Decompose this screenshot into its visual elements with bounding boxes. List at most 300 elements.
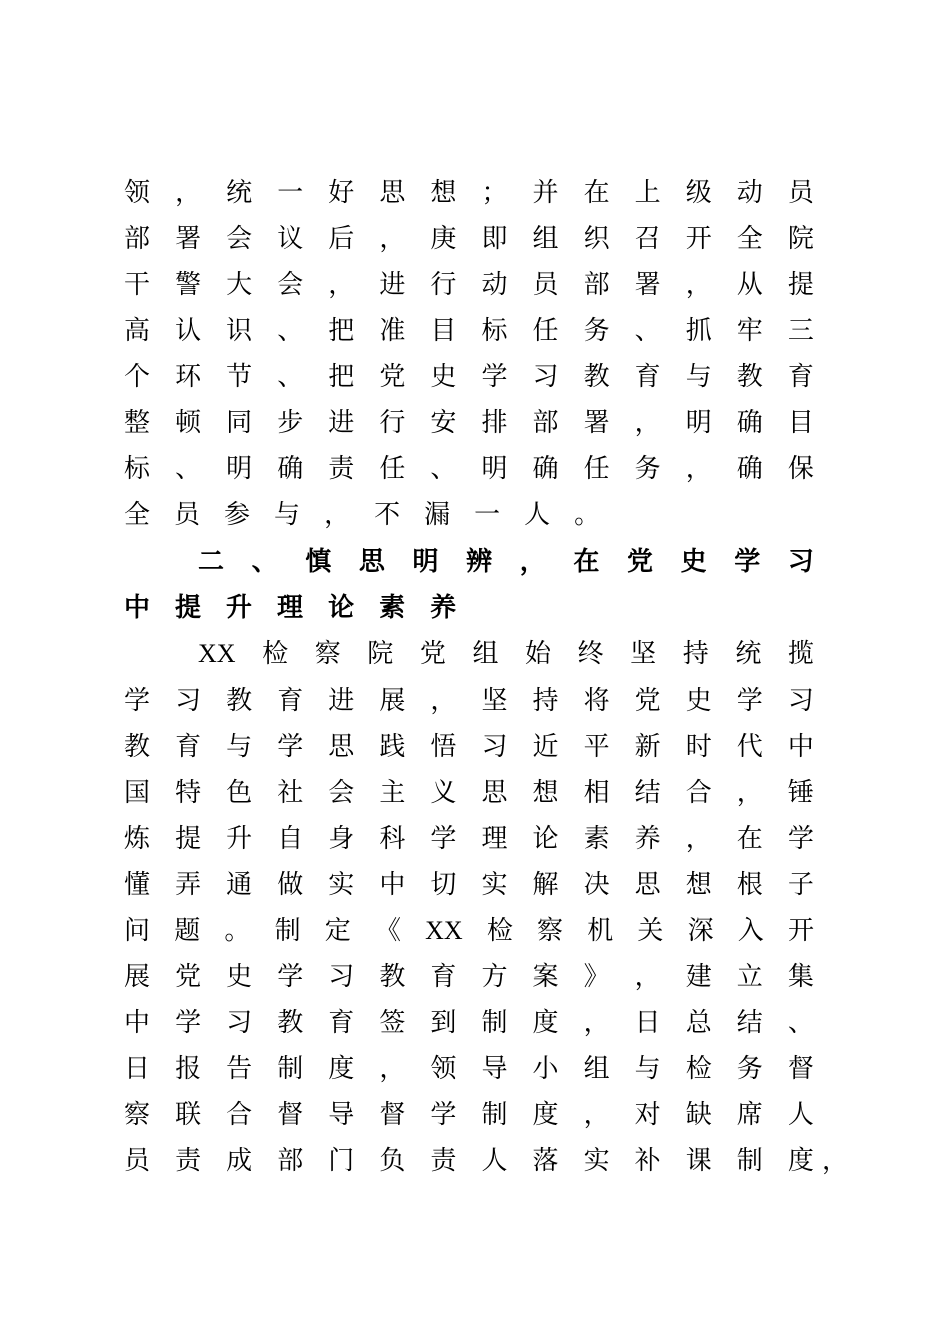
- text-char: 告: [226, 1054, 253, 1084]
- text-char: 党: [419, 639, 446, 669]
- text-char: 素: [583, 824, 610, 854]
- text-char: 做: [277, 870, 304, 900]
- text-char: 想: [430, 178, 457, 208]
- text-char: 织: [583, 224, 610, 254]
- text-char: 不: [374, 500, 401, 530]
- text-char: 标: [481, 316, 508, 346]
- text-char: 育: [787, 362, 814, 392]
- text-char: 、: [251, 547, 278, 577]
- text-char: 明: [412, 547, 439, 577]
- text-char: 明: [481, 454, 508, 484]
- text-char: 。: [574, 500, 601, 530]
- text-char: 全: [124, 500, 151, 530]
- text-char: ，: [634, 408, 661, 438]
- text-char: 全: [736, 224, 763, 254]
- text-char: 制: [274, 916, 301, 946]
- text-line: [124, 1000, 814, 1046]
- text-char: 身: [328, 824, 355, 854]
- text-char: 组: [583, 1054, 610, 1084]
- text-char: 度: [532, 1100, 559, 1130]
- text-char: 习: [532, 362, 559, 392]
- text-char: 检: [262, 639, 289, 669]
- text-char: 想: [532, 778, 559, 808]
- text-char: 论: [532, 824, 559, 854]
- text-char: 悟: [430, 732, 457, 762]
- text-char: 好: [328, 178, 355, 208]
- text-char: 任: [379, 454, 406, 484]
- text-char: 与: [685, 362, 712, 392]
- text-char: 展: [124, 962, 151, 992]
- text-line: [124, 262, 814, 308]
- text-char: 督: [379, 1100, 406, 1130]
- text-char: 炼: [124, 824, 151, 854]
- text-char: 庚: [430, 224, 457, 254]
- text-char: 任: [583, 454, 610, 484]
- text-char: ，: [634, 962, 661, 992]
- text-char: 节: [226, 362, 253, 392]
- text-char: 对: [634, 1100, 661, 1130]
- text-char: 联: [175, 1100, 202, 1130]
- text-char: 始: [525, 639, 552, 669]
- text-char: 开: [685, 224, 712, 254]
- text-char: 辨: [466, 547, 493, 577]
- text-char: 社: [277, 778, 304, 808]
- text-char: 门: [328, 1146, 355, 1176]
- text-char: 日: [634, 1008, 661, 1038]
- text-char: 思: [358, 547, 385, 577]
- text-char: 特: [175, 778, 202, 808]
- text-char: 史: [680, 547, 707, 577]
- text-char: 践: [379, 732, 406, 762]
- text-char: 组: [472, 639, 499, 669]
- text-char: 级: [685, 178, 712, 208]
- text-char: 动: [481, 270, 508, 300]
- text-char: 导: [481, 1054, 508, 1084]
- text-char: 结: [634, 778, 661, 808]
- text-char: 会: [226, 224, 253, 254]
- text-char: 将: [583, 686, 610, 716]
- text-line: [124, 400, 814, 446]
- text-char: 思: [328, 732, 355, 762]
- text-char: ，: [685, 270, 712, 300]
- text-char: 制: [277, 1054, 304, 1084]
- text-line: [124, 1092, 814, 1138]
- text-char: 即: [481, 224, 508, 254]
- text-char: 中: [124, 1008, 151, 1038]
- text-char: 育: [277, 686, 304, 716]
- text-char: 动: [736, 178, 763, 208]
- section-heading-line: [198, 539, 814, 585]
- text-char: ，: [379, 224, 406, 254]
- text-char: 学: [277, 732, 304, 762]
- text-char: 科: [379, 824, 406, 854]
- section-heading-line: [124, 585, 814, 631]
- text-char: 根: [736, 870, 763, 900]
- text-char: 理: [481, 824, 508, 854]
- text-char: 提: [175, 824, 202, 854]
- text-char: 与: [634, 1054, 661, 1084]
- text-char: 题: [174, 916, 201, 946]
- text-char: 度: [532, 1008, 559, 1038]
- text-line: [124, 354, 814, 400]
- text-char: 、: [787, 1008, 814, 1038]
- text-char: 教: [583, 362, 610, 392]
- text-char: 到: [430, 1008, 457, 1038]
- text-char: 习: [175, 686, 202, 716]
- text-line: [124, 816, 814, 862]
- text-char: 二: [198, 547, 225, 577]
- text-char: 院: [787, 224, 814, 254]
- text-char: 党: [175, 962, 202, 992]
- text-char: 》: [583, 962, 610, 992]
- text-char: 问: [124, 916, 151, 946]
- text-char: 进: [328, 408, 355, 438]
- text-char: 理: [277, 593, 304, 623]
- text-char: 警: [175, 270, 202, 300]
- text-char: 标: [124, 454, 151, 484]
- text-char: ；: [481, 178, 508, 208]
- text-char: 度: [328, 1054, 355, 1084]
- text-char: 育: [175, 732, 202, 762]
- text-char: 开: [787, 916, 814, 946]
- text-line: [124, 446, 814, 492]
- text-char: 平: [583, 732, 610, 762]
- text-char: 思: [379, 178, 406, 208]
- text-char: 方: [481, 962, 508, 992]
- text-char: 并: [532, 178, 559, 208]
- text-char: 签: [379, 1008, 406, 1038]
- text-char: 主: [379, 778, 406, 808]
- text-char: 缺: [685, 1100, 712, 1130]
- text-char: 论: [328, 593, 355, 623]
- text-char: 学: [734, 547, 761, 577]
- text-char: 步: [277, 408, 304, 438]
- text-line: [124, 170, 814, 216]
- text-char: 同: [226, 408, 253, 438]
- text-char: 人: [481, 1146, 508, 1176]
- text-char: 目: [787, 408, 814, 438]
- text-char: ，: [685, 454, 712, 484]
- text-char: 小: [532, 1054, 559, 1084]
- text-char: 育: [634, 362, 661, 392]
- text-char: 思: [481, 778, 508, 808]
- text-char: 召: [634, 224, 661, 254]
- text-char: ，: [685, 824, 712, 854]
- text-char: 学: [430, 824, 457, 854]
- text-char: 学: [277, 962, 304, 992]
- text-char: 责: [175, 1146, 202, 1176]
- text-char: 进: [379, 270, 406, 300]
- text-char: 后: [328, 224, 355, 254]
- text-char: 整: [124, 408, 151, 438]
- text-char: 《: [374, 916, 401, 946]
- text-char: 负: [379, 1146, 406, 1176]
- text-char: 落: [532, 1146, 559, 1176]
- text-char: 确: [532, 454, 559, 484]
- text-char: 自: [277, 824, 304, 854]
- text-char: 学: [787, 824, 814, 854]
- text-char: 升: [226, 824, 253, 854]
- text-char: 习: [328, 962, 355, 992]
- text-char: 、: [175, 454, 202, 484]
- text-char: 提: [175, 593, 202, 623]
- text-char: 切: [430, 870, 457, 900]
- text-char: ，: [519, 547, 546, 577]
- text-char: 、: [277, 362, 304, 392]
- text-char: 习: [226, 1008, 253, 1038]
- text-char: 识: [226, 316, 253, 346]
- text-char: 牢: [736, 316, 763, 346]
- text-char: 学: [124, 686, 151, 716]
- text-char: 督: [787, 1054, 814, 1084]
- text-line: [124, 1138, 814, 1184]
- text-char: 把: [328, 362, 355, 392]
- text-char: 确: [736, 408, 763, 438]
- text-char: 行: [430, 270, 457, 300]
- text-char: 度: [787, 1146, 814, 1176]
- text-char: ，: [736, 778, 763, 808]
- text-char: 大: [226, 270, 253, 300]
- text-char: 素: [379, 593, 406, 623]
- text-char: 员: [174, 500, 201, 530]
- text-char: 部: [277, 1146, 304, 1176]
- text-char: 行: [379, 408, 406, 438]
- text-char: 习: [481, 732, 508, 762]
- text-char: 习: [787, 547, 814, 577]
- text-char: 人: [787, 1100, 814, 1130]
- text-char: 察: [314, 639, 341, 669]
- text-char: 升: [226, 593, 253, 623]
- text-char: 认: [175, 316, 202, 346]
- text-char: 院: [367, 639, 394, 669]
- text-char: 责: [430, 1146, 457, 1176]
- text-char: 相: [583, 778, 610, 808]
- text-char: 学: [481, 362, 508, 392]
- text-char: 署: [583, 408, 610, 438]
- text-char: 揽: [787, 639, 814, 669]
- text-char: 把: [328, 316, 355, 346]
- text-char: 养: [634, 824, 661, 854]
- text-char: 想: [685, 870, 712, 900]
- text-char: 史: [226, 962, 253, 992]
- text-char: 干: [124, 270, 151, 300]
- text-char: 漏: [424, 500, 451, 530]
- text-char: 任: [532, 316, 559, 346]
- text-char: 、: [634, 316, 661, 346]
- text-char: 案: [532, 962, 559, 992]
- text-char: 教: [226, 686, 253, 716]
- text-char: 制: [481, 1100, 508, 1130]
- text-char: 课: [685, 1146, 712, 1176]
- text-char: 决: [583, 870, 610, 900]
- text-char: 义: [430, 778, 457, 808]
- text-char: 党: [627, 547, 654, 577]
- text-char: 排: [481, 408, 508, 438]
- text-char: 与: [274, 500, 301, 530]
- text-char: 中: [787, 732, 814, 762]
- text-char: 明: [685, 408, 712, 438]
- text-char: 入: [737, 916, 764, 946]
- text-char: 日: [124, 1054, 151, 1084]
- text-char: 弄: [175, 870, 202, 900]
- text-char: 总: [685, 1008, 712, 1038]
- text-char: 史: [430, 362, 457, 392]
- text-char: XX: [425, 916, 463, 945]
- text-char: 教: [736, 362, 763, 392]
- text-char: 个: [124, 362, 151, 392]
- text-line: [124, 308, 814, 354]
- text-char: 保: [787, 454, 814, 484]
- text-char: 慎: [305, 547, 332, 577]
- text-char: 在: [736, 824, 763, 854]
- text-line: [124, 678, 814, 724]
- text-char: 持: [682, 639, 709, 669]
- text-char: 坚: [481, 686, 508, 716]
- text-char: 实: [481, 870, 508, 900]
- text-char: 组: [532, 224, 559, 254]
- text-char: 思: [634, 870, 661, 900]
- text-char: 时: [685, 732, 712, 762]
- text-char: 中: [379, 870, 406, 900]
- text-char: 督: [277, 1100, 304, 1130]
- text-char: 制: [481, 1008, 508, 1038]
- text-line: [124, 908, 814, 954]
- text-char: 检: [685, 1054, 712, 1084]
- text-char: 统: [735, 639, 762, 669]
- text-char: 党: [379, 362, 406, 392]
- text-char: ，: [583, 1100, 610, 1130]
- text-char: 员: [532, 270, 559, 300]
- text-char: 解: [532, 870, 559, 900]
- text-char: 合: [685, 778, 712, 808]
- text-char: 席: [736, 1100, 763, 1130]
- text-char: 新: [634, 732, 661, 762]
- text-char: 、: [277, 316, 304, 346]
- text-char: 人: [524, 500, 551, 530]
- text-char: 教: [379, 962, 406, 992]
- text-char: 署: [175, 224, 202, 254]
- text-char: 实: [583, 1146, 610, 1176]
- text-char: 三: [787, 316, 814, 346]
- text-char: 一: [277, 178, 304, 208]
- text-line: [124, 492, 814, 538]
- text-char: 制: [736, 1146, 763, 1176]
- text-char: 从: [736, 270, 763, 300]
- text-char: 安: [430, 408, 457, 438]
- text-char: 责: [328, 454, 355, 484]
- text-char: 一: [474, 500, 501, 530]
- text-char: ，: [430, 686, 457, 716]
- text-char: 机: [587, 916, 614, 946]
- text-char: 领: [124, 178, 151, 208]
- text-char: 检: [486, 916, 513, 946]
- text-char: 会: [328, 778, 355, 808]
- text-char: 顿: [175, 408, 202, 438]
- text-char: 学: [736, 686, 763, 716]
- text-line: [198, 631, 814, 677]
- text-char: 导: [328, 1100, 355, 1130]
- text-char: 、: [430, 454, 457, 484]
- text-char: 史: [685, 686, 712, 716]
- text-line: [124, 954, 814, 1000]
- text-char: 务: [634, 454, 661, 484]
- text-char: 持: [532, 686, 559, 716]
- text-line: [124, 1046, 814, 1092]
- text-char: 察: [124, 1100, 151, 1130]
- text-char: 定: [324, 916, 351, 946]
- text-char: 深: [687, 916, 714, 946]
- text-char: 在: [573, 547, 600, 577]
- text-char: ，: [324, 500, 351, 530]
- text-char: 察: [537, 916, 564, 946]
- text-char: 教: [277, 1008, 304, 1038]
- text-char: 关: [637, 916, 664, 946]
- text-char: 抓: [685, 316, 712, 346]
- text-char: 中: [124, 593, 151, 623]
- text-char: 明: [226, 454, 253, 484]
- text-char: 坚: [630, 639, 657, 669]
- text-char: 进: [328, 686, 355, 716]
- text-char: 育: [328, 1008, 355, 1038]
- text-char: ，: [583, 1008, 610, 1038]
- text-char: 党: [634, 686, 661, 716]
- text-char: 学: [175, 1008, 202, 1038]
- text-line: [124, 216, 814, 262]
- text-char: 部: [124, 224, 151, 254]
- text-char: 员: [787, 178, 814, 208]
- text-char: 立: [736, 962, 763, 992]
- text-char: 部: [532, 408, 559, 438]
- text-char: 育: [430, 962, 457, 992]
- text-char: 确: [736, 454, 763, 484]
- text-char: 统: [226, 178, 253, 208]
- text-char: 报: [175, 1054, 202, 1084]
- text-char: ，: [328, 270, 355, 300]
- text-char: 确: [277, 454, 304, 484]
- text-char: 准: [379, 316, 406, 346]
- text-char: 学: [430, 1100, 457, 1130]
- text-char: 习: [787, 686, 814, 716]
- text-char: 部: [583, 270, 610, 300]
- text-char: ，: [175, 178, 202, 208]
- text-char: 通: [226, 870, 253, 900]
- text-char: 务: [583, 316, 610, 346]
- text-char: 子: [787, 870, 814, 900]
- text-char: 议: [277, 224, 304, 254]
- text-char: 署: [634, 270, 661, 300]
- text-char: 会: [277, 270, 304, 300]
- text-line: [124, 770, 814, 816]
- text-char: 建: [685, 962, 712, 992]
- text-char: 成: [226, 1146, 253, 1176]
- text-char: 教: [124, 732, 151, 762]
- text-char: 高: [124, 316, 151, 346]
- text-char: 懂: [124, 870, 151, 900]
- text-char: 提: [787, 270, 814, 300]
- text-char: XX: [198, 639, 236, 668]
- text-char: 环: [175, 362, 202, 392]
- text-char: 与: [226, 732, 253, 762]
- text-char: 结: [736, 1008, 763, 1038]
- text-char: 实: [328, 870, 355, 900]
- text-char: 补: [634, 1146, 661, 1176]
- text-char: 员: [124, 1146, 151, 1176]
- text-line: [124, 862, 814, 908]
- text-char: 目: [430, 316, 457, 346]
- text-char: 合: [226, 1100, 253, 1130]
- text-char: 集: [787, 962, 814, 992]
- text-char: 上: [634, 178, 661, 208]
